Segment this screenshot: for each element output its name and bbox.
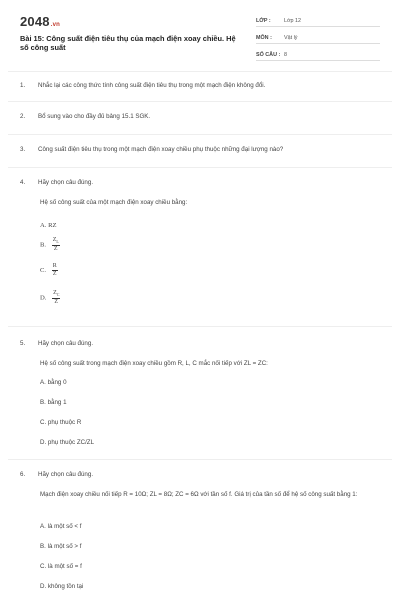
answer-option-d[interactable] — [40, 583, 83, 590]
question-text: Hãy chọn câu đúng. — [38, 471, 94, 478]
question-stem: Mạch điện xoay chiều nối tiếp R = 10Ω; ZL = 8Ω; ZC = 6Ω với tần số f. Giá trị của tần số để hệ số công suất bằng 1: — [40, 491, 358, 498]
option-text: bằng 0 — [47, 379, 67, 386]
question-number: 3. — [20, 146, 26, 153]
question-divider — [8, 459, 392, 460]
option-label: C. — [40, 267, 47, 275]
answer-option-c[interactable] — [40, 563, 82, 570]
header-divider — [8, 71, 392, 72]
question-number: 5. — [20, 340, 26, 347]
question-number: 2. — [20, 113, 26, 120]
option-label: B. — [40, 543, 46, 550]
answer-option-b[interactable] — [40, 237, 60, 253]
meta-row-class — [256, 12, 380, 27]
numerator-subscript: C — [56, 292, 60, 298]
fraction — [52, 290, 60, 306]
answer-option-b[interactable] — [40, 399, 67, 406]
answer-option-d[interactable] — [40, 439, 94, 446]
logo-text: 2048 — [20, 14, 50, 29]
option-label: A. — [40, 379, 46, 386]
question-text: Hãy chọn câu đúng. — [38, 340, 94, 347]
option-text: phụ thuộc ZC/ZL — [47, 439, 95, 446]
option-label: B. — [40, 399, 46, 406]
option-label: A. — [40, 222, 47, 229]
meta-label: LỚP : — [256, 18, 271, 24]
question-text: Công suất điện tiêu thụ trong một mạch điện xoay chiều phụ thuộc những đại lượng nào? — [38, 146, 284, 153]
option-label: A. — [40, 523, 46, 530]
answer-option-d[interactable] — [40, 290, 60, 306]
fraction-numerator: R — [52, 263, 57, 269]
option-text: RZ — [48, 222, 57, 229]
meta-value: Vật lý — [284, 35, 298, 41]
question-stem: Hệ số công suất của một mạch điện xoay chiều bằng: — [40, 199, 188, 206]
numerator-subscript: L — [56, 239, 59, 245]
fraction-numerator: Z — [52, 237, 57, 243]
option-text: là một số > f — [47, 543, 82, 550]
fraction — [52, 263, 58, 278]
meta-value: 8 — [284, 52, 287, 58]
question-number: 4. — [20, 179, 26, 186]
meta-value: Lớp 12 — [284, 18, 302, 24]
question-divider — [8, 101, 392, 102]
fraction-denominator: Z — [53, 246, 58, 253]
option-label: C. — [40, 419, 47, 426]
fraction — [52, 237, 60, 253]
answer-option-a[interactable] — [40, 379, 67, 386]
option-label: B. — [40, 241, 47, 249]
fraction-denominator: Z — [54, 299, 59, 306]
option-label: D. — [40, 294, 47, 302]
question-divider — [8, 167, 392, 168]
meta-label: SỐ CÂU : — [256, 52, 281, 58]
fraction-numerator: Z — [53, 290, 57, 296]
answer-option-c[interactable] — [40, 263, 58, 278]
option-text: là một số = f — [47, 563, 82, 570]
meta-row-count — [256, 46, 380, 61]
answer-option-a[interactable] — [40, 523, 81, 530]
question-number: 1. — [20, 82, 26, 89]
option-label: C. — [40, 563, 47, 570]
question-stem: Hệ số công suất trong mạch điện xoay chiều gồm R, L, C mắc nối tiếp với ZL = ZC: — [40, 360, 268, 367]
option-label: D. — [40, 439, 47, 446]
answer-option-c[interactable] — [40, 419, 81, 426]
question-text: Hãy chọn câu đúng. — [38, 179, 94, 186]
worksheet-header — [20, 12, 380, 64]
lesson-title: Bài 15: Công suất điện tiêu thụ của mạch điện xoay chiều. Hệ số công suất — [20, 34, 236, 52]
option-text: bằng 1 — [47, 399, 67, 406]
meta-label: MÔN : — [256, 35, 272, 41]
fraction-denominator: Z — [52, 271, 57, 277]
question-text: Nhắc lại các công thức tính công suất điện tiêu thụ trong một mạch điện không đổi. — [38, 82, 266, 89]
question-divider — [8, 326, 392, 327]
answer-option-b[interactable] — [40, 543, 81, 550]
site-logo[interactable] — [20, 14, 60, 29]
option-text: là một số < f — [47, 523, 82, 530]
meta-row-subject — [256, 29, 380, 44]
option-text: phụ thuộc R — [47, 419, 82, 426]
logo-suffix: .vn — [50, 22, 61, 28]
question-text: Bổ sung vào cho đầy đủ bảng 15.1 SGK. — [38, 113, 151, 120]
option-text: không tồn tại — [47, 583, 84, 590]
question-divider — [8, 134, 392, 135]
question-number: 6. — [20, 471, 26, 478]
answer-option-a[interactable] — [40, 222, 57, 229]
meta-panel — [256, 12, 380, 63]
option-label: D. — [40, 583, 47, 590]
